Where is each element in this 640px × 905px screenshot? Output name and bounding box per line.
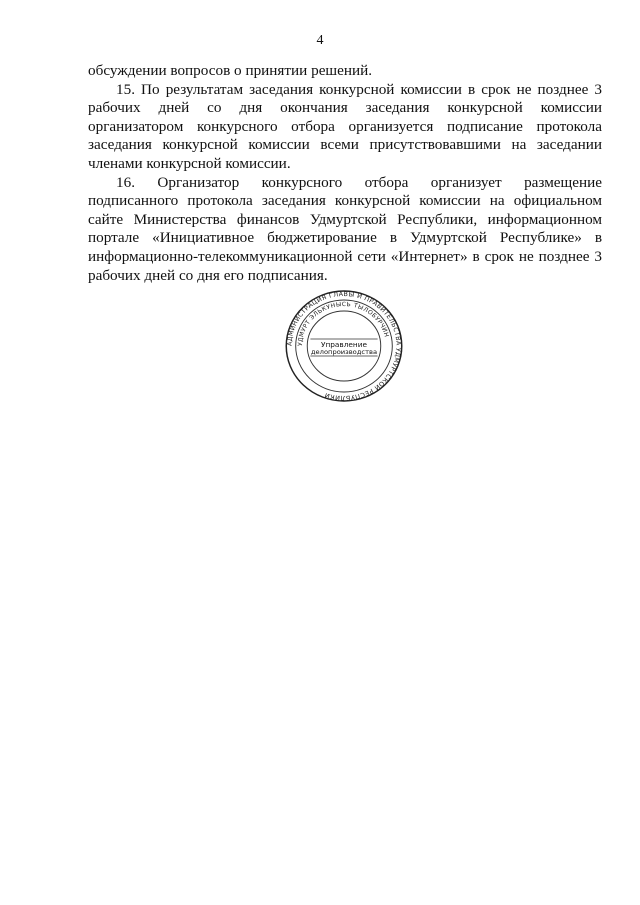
official-seal-stamp: [270, 290, 418, 402]
stamp-inner-text: УДМУРТ ЭЛЬКУНЫСЬ ТЫЛОБУРЧИН: [296, 301, 391, 347]
stamp-outer-text: АДМИНИСТРАЦИЯ ГЛАВЫ И ПРАВИТЕЛЬСТВА УДМУРТСКОЙ РЕСПУБЛИКИ: [286, 291, 402, 401]
stamp-center-line-1: Управление: [321, 340, 367, 349]
document-body: [88, 62, 602, 285]
stamp-center-line-2: делопроизводства: [310, 348, 378, 356]
paragraph-continuation: обсуждении вопросов о принятии решений.: [88, 62, 373, 79]
paragraph-16: 16. Организатор конкурсного отбора организует размещение подписанного протокола заседания конкурсной комиссии на официальном сайте Министерства финансов Удмуртской Республики, информационном портале «Инициативное бюджетирование в Удмуртской Республике» в информационно-телекоммуникационной сети «Интернет» в срок не позднее 3 рабочих дней со дня его подписания.: [88, 173, 602, 284]
paragraph-15: 15. По результатам заседания конкурсной комиссии в срок не позднее 3 рабочих дней со дня окончания заседания конкурсной комиссии организатором конкурсного отбора организуется подписание протокола заседания конкурсной комиссии всеми присутствовавшими на заседании членами конкурсной комиссии.: [88, 80, 602, 172]
page-number: 4: [316, 33, 324, 48]
